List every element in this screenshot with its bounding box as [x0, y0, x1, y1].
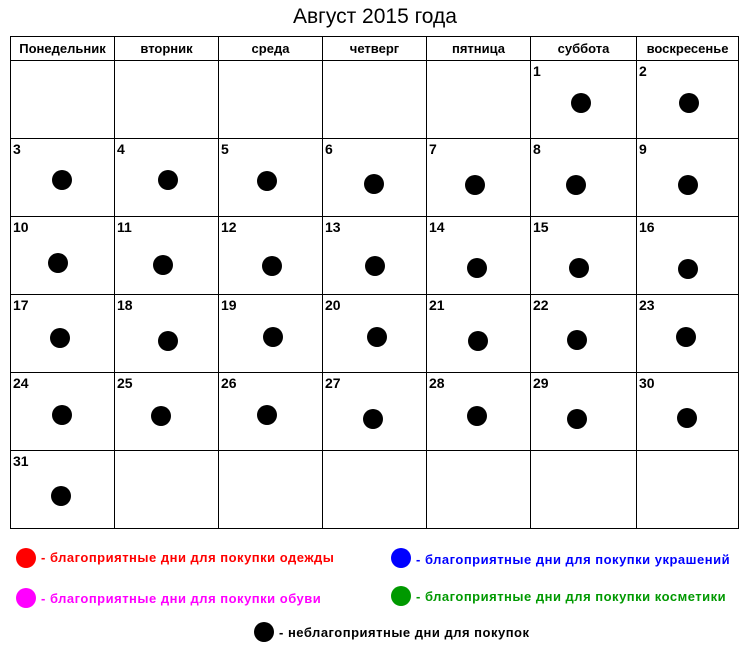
calendar-day-cell [11, 451, 115, 529]
weekday-tuesday: вторник [115, 37, 219, 61]
legend-blue-circle-icon [391, 548, 411, 568]
calendar-day-cell [11, 61, 115, 139]
calendar-day-cell [323, 61, 427, 139]
calendar-day-cell [531, 451, 637, 529]
legend-label-unfavorable: - неблагоприятные дни для покупок [279, 625, 530, 640]
calendar-day-cell [323, 295, 427, 373]
legend-magenta-circle-icon [16, 588, 36, 608]
unfavorable-day-marker-icon [153, 255, 173, 275]
calendar-day-cell [637, 295, 739, 373]
day-number: 26 [221, 375, 237, 391]
calendar-day-cell [219, 451, 323, 529]
calendar-day-cell [637, 451, 739, 529]
unfavorable-day-marker-icon [367, 327, 387, 347]
calendar-day-cell [531, 295, 637, 373]
calendar-week-row [11, 139, 739, 217]
page-title: Август 2015 года [293, 5, 457, 28]
calendar-day-cell [531, 217, 637, 295]
unfavorable-day-marker-icon [364, 174, 384, 194]
unfavorable-day-marker-icon [567, 409, 587, 429]
unfavorable-day-marker-icon [678, 259, 698, 279]
weekday-header-row [11, 37, 739, 61]
calendar-day-cell [115, 373, 219, 451]
calendar-day-cell [115, 139, 219, 217]
calendar-day-cell [427, 139, 531, 217]
unfavorable-day-marker-icon [263, 327, 283, 347]
day-number: 1 [533, 63, 541, 79]
calendar-day-cell [11, 139, 115, 217]
calendar-week-row [11, 61, 739, 139]
unfavorable-day-marker-icon [567, 330, 587, 350]
calendar-day-cell [11, 295, 115, 373]
day-number: 20 [325, 297, 341, 313]
day-number: 7 [429, 141, 437, 157]
calendar-day-cell [637, 61, 739, 139]
calendar-day-cell [323, 217, 427, 295]
unfavorable-day-marker-icon [677, 408, 697, 428]
day-number: 29 [533, 375, 549, 391]
legend-label-shoes: - благоприятные дни для покупки обуви [41, 591, 322, 606]
day-number: 18 [117, 297, 133, 313]
weekday-saturday: суббота [531, 37, 637, 61]
calendar-day-cell [427, 295, 531, 373]
day-number: 11 [117, 219, 132, 235]
day-number: 2 [639, 63, 647, 79]
calendar-day-cell [115, 451, 219, 529]
day-number: 14 [429, 219, 445, 235]
calendar-week-row [11, 451, 739, 529]
calendar-day-cell [323, 373, 427, 451]
unfavorable-day-marker-icon [262, 256, 282, 276]
unfavorable-day-marker-icon [151, 406, 171, 426]
day-number: 22 [533, 297, 549, 313]
calendar-day-cell [115, 61, 219, 139]
calendar-day-cell [11, 217, 115, 295]
day-number: 5 [221, 141, 229, 157]
day-number: 28 [429, 375, 445, 391]
day-number: 15 [533, 219, 549, 235]
calendar-week-row [11, 295, 739, 373]
day-number: 12 [221, 219, 237, 235]
unfavorable-day-marker-icon [468, 331, 488, 351]
legend-label-cosmetics: - благоприятные дни для покупки косметики [416, 589, 727, 604]
day-number: 10 [13, 219, 29, 235]
unfavorable-day-marker-icon [52, 170, 72, 190]
day-number: 24 [13, 375, 29, 391]
weekday-wednesday: среда [219, 37, 323, 61]
unfavorable-day-marker-icon [571, 93, 591, 113]
calendar-day-cell [637, 217, 739, 295]
calendar-grid [10, 36, 739, 529]
calendar-day-cell [11, 373, 115, 451]
unfavorable-day-marker-icon [158, 170, 178, 190]
weekday-friday: пятница [427, 37, 531, 61]
weekday-monday: Понедельник [11, 37, 115, 61]
calendar-day-cell [427, 217, 531, 295]
legend-red-circle-icon [16, 548, 36, 568]
unfavorable-day-marker-icon [465, 175, 485, 195]
day-number: 13 [325, 219, 341, 235]
day-number: 25 [117, 375, 133, 391]
unfavorable-day-marker-icon [257, 405, 277, 425]
calendar-day-cell [531, 373, 637, 451]
calendar-day-cell [219, 217, 323, 295]
unfavorable-day-marker-icon [363, 409, 383, 429]
day-number: 19 [221, 297, 237, 313]
calendar-day-cell [427, 61, 531, 139]
day-number: 30 [639, 375, 655, 391]
legend-label-jewelry: - благоприятные дни для покупки украшений [416, 552, 731, 567]
calendar-week-row [11, 373, 739, 451]
unfavorable-day-marker-icon [678, 175, 698, 195]
calendar-day-cell [637, 139, 739, 217]
calendar-day-cell [115, 217, 219, 295]
day-number: 21 [429, 297, 445, 313]
unfavorable-day-marker-icon [566, 175, 586, 195]
unfavorable-day-marker-icon [569, 258, 589, 278]
calendar-day-cell [323, 139, 427, 217]
legend-label-clothes: - благоприятные дни для покупки одежды [41, 550, 335, 565]
unfavorable-day-marker-icon [50, 328, 70, 348]
unfavorable-day-marker-icon [467, 258, 487, 278]
calendar-week-row [11, 217, 739, 295]
calendar-day-cell [531, 139, 637, 217]
unfavorable-day-marker-icon [51, 486, 71, 506]
legend-black-circle-icon [254, 622, 274, 642]
calendar-day-cell [427, 373, 531, 451]
legend-green-circle-icon [391, 586, 411, 606]
unfavorable-day-marker-icon [52, 405, 72, 425]
day-number: 31 [13, 453, 29, 469]
unfavorable-day-marker-icon [365, 256, 385, 276]
calendar-day-cell [637, 373, 739, 451]
unfavorable-day-marker-icon [48, 253, 68, 273]
calendar-day-cell [219, 295, 323, 373]
unfavorable-day-marker-icon [467, 406, 487, 426]
day-number: 6 [325, 141, 333, 157]
day-number: 4 [117, 141, 125, 157]
day-number: 8 [533, 141, 541, 157]
unfavorable-day-marker-icon [257, 171, 277, 191]
calendar-day-cell [531, 61, 637, 139]
day-number: 9 [639, 141, 647, 157]
calendar-day-cell [323, 451, 427, 529]
day-number: 17 [13, 297, 29, 313]
calendar-day-cell [115, 295, 219, 373]
day-number: 3 [13, 141, 21, 157]
calendar-day-cell [219, 61, 323, 139]
day-number: 23 [639, 297, 655, 313]
weekday-thursday: четверг [323, 37, 427, 61]
unfavorable-day-marker-icon [679, 93, 699, 113]
unfavorable-day-marker-icon [158, 331, 178, 351]
day-number: 27 [325, 375, 341, 391]
calendar-day-cell [427, 451, 531, 529]
calendar-day-cell [219, 373, 323, 451]
weekday-sunday: воскресенье [637, 37, 739, 61]
calendar-day-cell [219, 139, 323, 217]
day-number: 16 [639, 219, 655, 235]
unfavorable-day-marker-icon [676, 327, 696, 347]
